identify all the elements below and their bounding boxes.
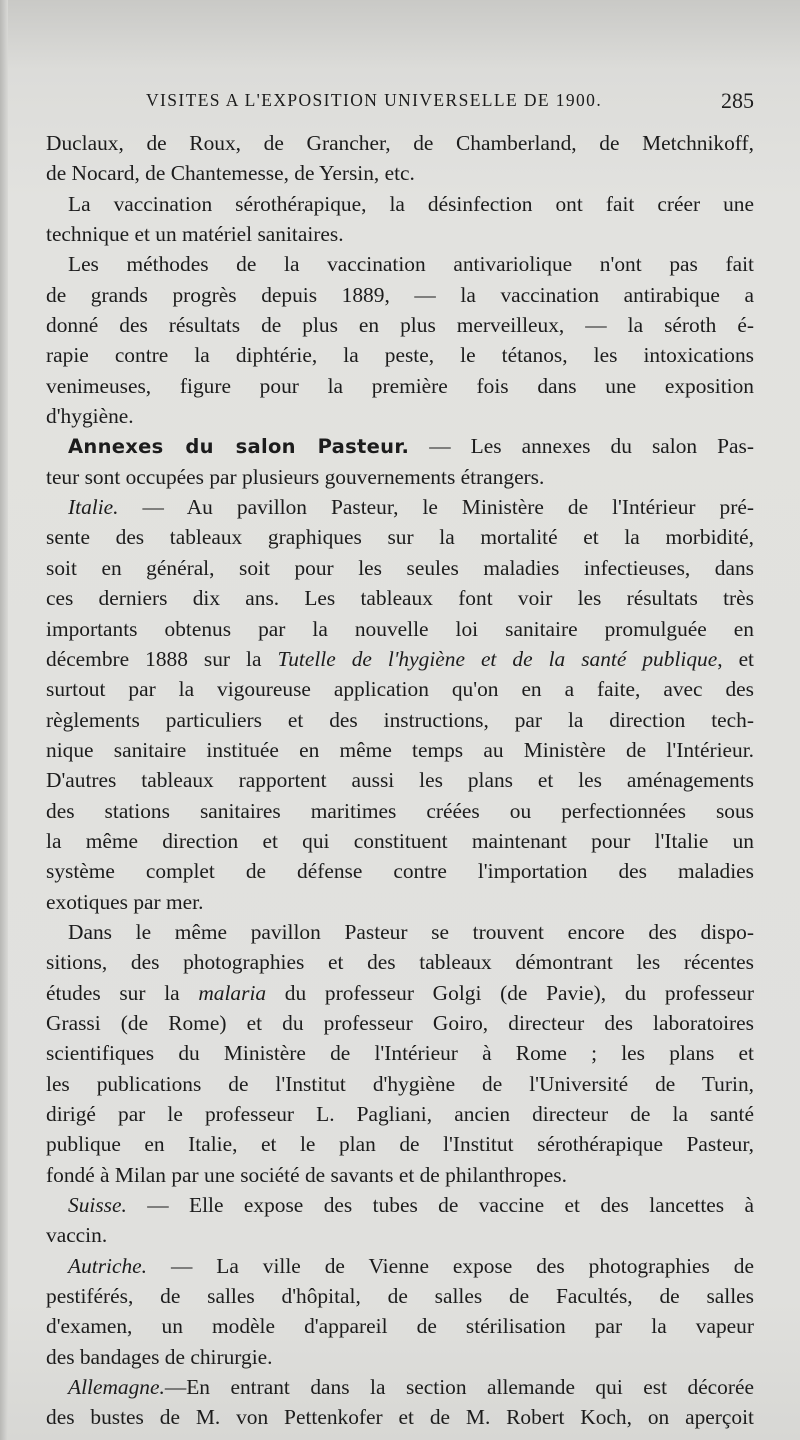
line-text: d'hygiène.: [46, 404, 134, 429]
text-line: [46, 674, 754, 704]
line-text: scientifiques du Ministère de l'Intérieur à Rome ; les plans et: [46, 1041, 754, 1066]
line-text: décembre 1888 sur la: [46, 646, 278, 671]
text-line: [46, 1251, 754, 1281]
line-text: soit en général, soit pour les seules maladies infectieuses, dans: [46, 555, 754, 580]
text-line: [46, 189, 754, 219]
running-title: VISITES A L'EXPOSITION UNIVERSELLE DE 1900.: [146, 90, 603, 110]
country-heading: Suisse.: [68, 1193, 127, 1218]
text-line: [46, 826, 754, 856]
country-heading: Italie.: [68, 495, 119, 520]
text-line: [46, 887, 754, 917]
text-line: [46, 522, 754, 552]
line-text: la même direction et qui constituent maintenant pour l'Italie un: [46, 828, 754, 853]
line-text: des stations sanitaires maritimes créées ou perfectionnées sous: [46, 798, 754, 823]
text-line: [46, 856, 754, 886]
text-line: [46, 1008, 754, 1038]
line-text: des bandages de chirurgie.: [46, 1344, 273, 1369]
line-text: règlements particuliers et des instructions, par la direction tech-: [46, 707, 754, 732]
line-text: nique sanitaire instituée en même temps au Ministère de l'Intérieur.: [46, 737, 754, 762]
line-text: Dans le même pavillon Pasteur se trouvent encore des dispo-: [68, 919, 754, 944]
text-line: [46, 614, 754, 644]
text-line: [46, 765, 754, 795]
line-text: système complet de défense contre l'importation des maladies: [46, 859, 754, 884]
line-text: Grassi (de Rome) et du professeur Goiro, directeur des laboratoires: [46, 1010, 754, 1035]
italic-title: malaria: [198, 980, 267, 1005]
line-text: donné des résultats de plus en plus merveilleux, — la séroth é-: [46, 313, 754, 338]
text-line: [46, 401, 754, 431]
text-line: [46, 644, 754, 674]
text-line: [46, 1099, 754, 1129]
text-line: [46, 371, 754, 401]
country-heading: Autriche.: [68, 1253, 148, 1278]
text-line: [46, 431, 754, 461]
text-line: [46, 1342, 754, 1372]
line-text: — Au pavillon Pasteur, le Ministère de l'Intérieur pré-: [118, 495, 754, 520]
line-text: pestiférés, de salles d'hôpital, de salles de Facultés, de salles: [46, 1284, 754, 1309]
text-line: [46, 1372, 754, 1402]
text-line: [46, 1220, 754, 1250]
line-text: teur sont occupées par plusieurs gouvernements étrangers.: [46, 464, 545, 489]
text-line: [46, 947, 754, 977]
text-line: [46, 249, 754, 279]
text-line: [46, 462, 754, 492]
line-text: importants obtenus par la nouvelle loi sanitaire promulguée en: [46, 616, 754, 641]
text-line: [46, 583, 754, 613]
text-line: [46, 219, 754, 249]
text-line: [46, 128, 754, 158]
section-heading: Annexes du salon Pasteur.: [68, 435, 410, 459]
text-line: [46, 705, 754, 735]
page-binding-edge: [0, 0, 8, 1440]
line-text: technique et un matériel sanitaires.: [46, 222, 344, 247]
text-line: [46, 1402, 754, 1432]
line-text: surtout par la vigoureuse application qu'on en a faite, avec des: [46, 677, 754, 702]
line-text: , et: [717, 646, 754, 671]
line-text: — Les annexes du salon Pas-: [409, 434, 754, 459]
text-line: [46, 735, 754, 765]
text-line: [46, 1160, 754, 1190]
text-line: [46, 492, 754, 522]
line-text: rapie contre la diphtérie, la peste, le tétanos, les intoxications: [46, 343, 754, 368]
body-text: [46, 128, 754, 1433]
line-text: Duclaux, de Roux, de Grancher, de Chamberland, de Metchnikoff,: [46, 131, 754, 155]
italic-title: Tutelle de l'hygiène et de la santé publique: [277, 646, 718, 671]
line-text: des bustes de M. von Pettenkofer et de M. Robert Koch, on aperçoit: [46, 1405, 754, 1430]
line-text: fondé à Milan par une société de savants et de philanthropes.: [46, 1162, 567, 1187]
text-line: [46, 1129, 754, 1159]
page-header: [46, 90, 754, 124]
country-heading: Allemagne.: [68, 1375, 165, 1400]
line-text: Les méthodes de la vaccination antivariolique n'ont pas fait: [68, 252, 754, 277]
text-line: [46, 280, 754, 310]
line-text: dirigé par le professeur L. Pagliani, ancien directeur de la santé: [46, 1102, 754, 1126]
text-line: [46, 158, 754, 188]
text-line: [46, 978, 754, 1008]
line-text: sente des tableaux graphiques sur la mortalité et la morbidité,: [46, 525, 754, 550]
line-text: publique en Italie, et le plan de l'Institut sérothérapique Pasteur,: [46, 1132, 754, 1157]
line-text: sitions, des photographies et des tableaux démontrant les récentes: [46, 950, 754, 975]
line-text: vaccin.: [46, 1223, 108, 1248]
line-text: de Nocard, de Chantemesse, de Yersin, etc.: [46, 161, 415, 186]
line-text: La vaccination sérothérapique, la désinfection ont fait créer une: [68, 191, 754, 216]
text-line: [46, 1069, 754, 1099]
line-text: venimeuses, figure pour la première fois dans une exposition: [46, 373, 754, 398]
text-line: [46, 1311, 754, 1341]
text-line: [46, 340, 754, 370]
line-text: de grands progrès depuis 1889, — la vaccination antirabique a: [46, 282, 754, 307]
page-number: 285: [721, 88, 754, 113]
line-text: les publications de l'Institut d'hygiène de l'Université de Turin,: [46, 1071, 754, 1096]
line-text: D'autres tableaux rapportent aussi les plans et les aménagements: [46, 768, 754, 793]
line-text: études sur la: [46, 980, 199, 1005]
line-text: du professeur Golgi (de Pavie), du professeur: [266, 980, 754, 1005]
text-line: [46, 310, 754, 340]
line-text: ces derniers dix ans. Les tableaux font voir les résultats très: [46, 586, 754, 611]
text-line: [46, 1281, 754, 1311]
text-line: [46, 917, 754, 947]
text-line: [46, 1038, 754, 1068]
line-text: d'examen, un modèle d'appareil de stérilisation par la vapeur: [46, 1314, 754, 1339]
line-text: exotiques par mer.: [46, 889, 204, 914]
text-line: [46, 1190, 754, 1220]
line-text: — La ville de Vienne expose des photographies de: [147, 1253, 754, 1278]
line-text: —En entrant dans la section allemande qui est décorée: [164, 1375, 754, 1400]
line-text: — Elle expose des tubes de vaccine et des lancettes à: [126, 1193, 754, 1218]
text-line: [46, 553, 754, 583]
text-line: [46, 796, 754, 826]
